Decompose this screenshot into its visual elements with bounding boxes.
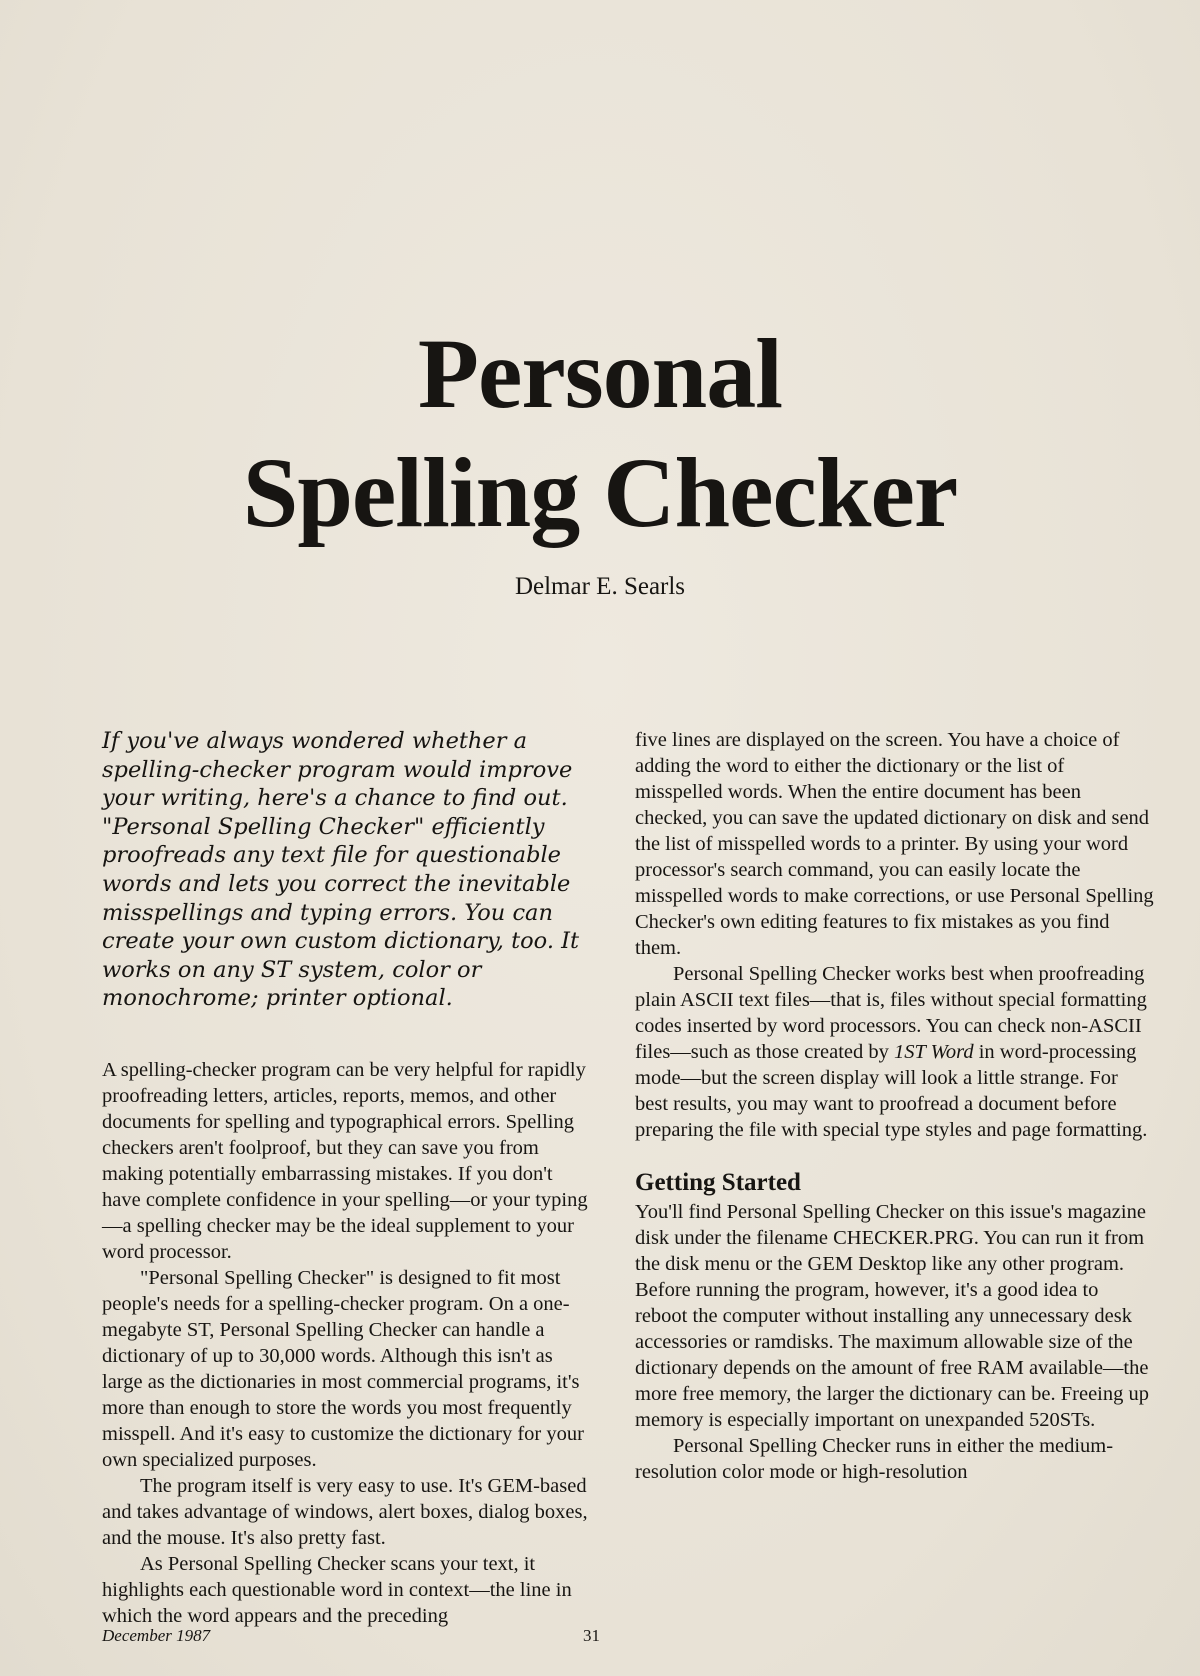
right-column: [635, 727, 1155, 1485]
article-title-line-2: Spelling Checker: [242, 437, 958, 548]
body-paragraph: "Personal Spelling Checker" is designed to fit most people's needs for a spelling-checker program. On a one-megabyte ST, Personal Spelling Checker can handle a dictionary of up to 30,000 words. Although this isn't as large as the dictionaries in most commercial programs, it's more than enough to store the words you most frequently misspell. And it's easy to customize the dictionary for your own specialized purposes.: [102, 1266, 584, 1471]
body-paragraph: The program itself is very easy to use. It's GEM-based and takes advantage of windows, alert boxes, dialog boxes, and the mouse. It's also pretty fast.: [102, 1474, 588, 1549]
footer-issue-date: December 1987: [102, 1626, 211, 1645]
section-heading: Getting Started: [635, 1169, 801, 1196]
author-byline: Delmar E. Searls: [514, 573, 686, 600]
article-deck: If you've always wondered whether a spelling-checker program would improve your writing, here's a chance to find out. "Personal Spelling Checker" efficiently proofreads any text file for questionable words and lets you correct the inevitable misspellings and typing errors. You can create your own custom dictionary, too. It works on any ST system, color or monochrome; printer optional.: [102, 728, 580, 1012]
body-paragraph: [635, 961, 1155, 1143]
left-column: [102, 727, 590, 1629]
body-paragraph: A spelling-checker program can be very helpful for rapidly proofreading letters, articles, reports, memos, and other documents for spelling and typographical errors. Spelling checkers aren't foolproof, but they can save you from making potentially embarrassing mistakes. If you don't have complete confidence in your spelling—or your typing—a spelling checker may be the ideal supplement to your word processor.: [102, 1058, 588, 1263]
software-title: 1ST Word: [894, 1041, 974, 1063]
paragraph-text: in word-processing mode—but the screen display will look a little strange. For best results, you may want to proofread a document before preparing the file with special type styles and page formatting.: [635, 1041, 1148, 1141]
body-paragraph: You'll find Personal Spelling Checker on this issue's magazine disk under the filename CHECKER.PRG. You can run it from the disk menu or the GEM Desktop like any other program. Before running the program, however, it's a good idea to reboot the computer without installing any unnecessary desk accessories or ramdisks. The maximum allowable size of the dictionary depends on the amount of free RAM available—the more free memory, the larger the dictionary can be. Freeing up memory is especially important on unexpanded 520STs.: [635, 1201, 1150, 1431]
body-paragraph: Personal Spelling Checker runs in either the medium-resolution color mode or high-resolution: [635, 1435, 1114, 1483]
body-paragraph: As Personal Spelling Checker scans your text, it highlights each questionable word in context—the line in which the word appears and the preceding: [102, 1552, 572, 1627]
paragraph-text: Personal Spelling Checker works best when proofreading plain ASCII text files—that is, files without special formatting codes inserted by word processors. You can check non-ASCII files—such as those created by: [635, 963, 1147, 1063]
article-title-line-1: Personal: [417, 318, 783, 429]
footer-page-number: 31: [583, 1626, 600, 1645]
body-paragraph: five lines are displayed on the screen. You have a choice of adding the word to either the dictionary or the list of misspelled words. When the entire document has been checked, you can save the updated dictionary on disk and send the list of misspelled words to a printer. By using your word processor's search command, you can easily locate the misspelled words to make corrections, or use Personal Spelling Checker's own editing features to fix mistakes as you find them.: [635, 729, 1154, 959]
